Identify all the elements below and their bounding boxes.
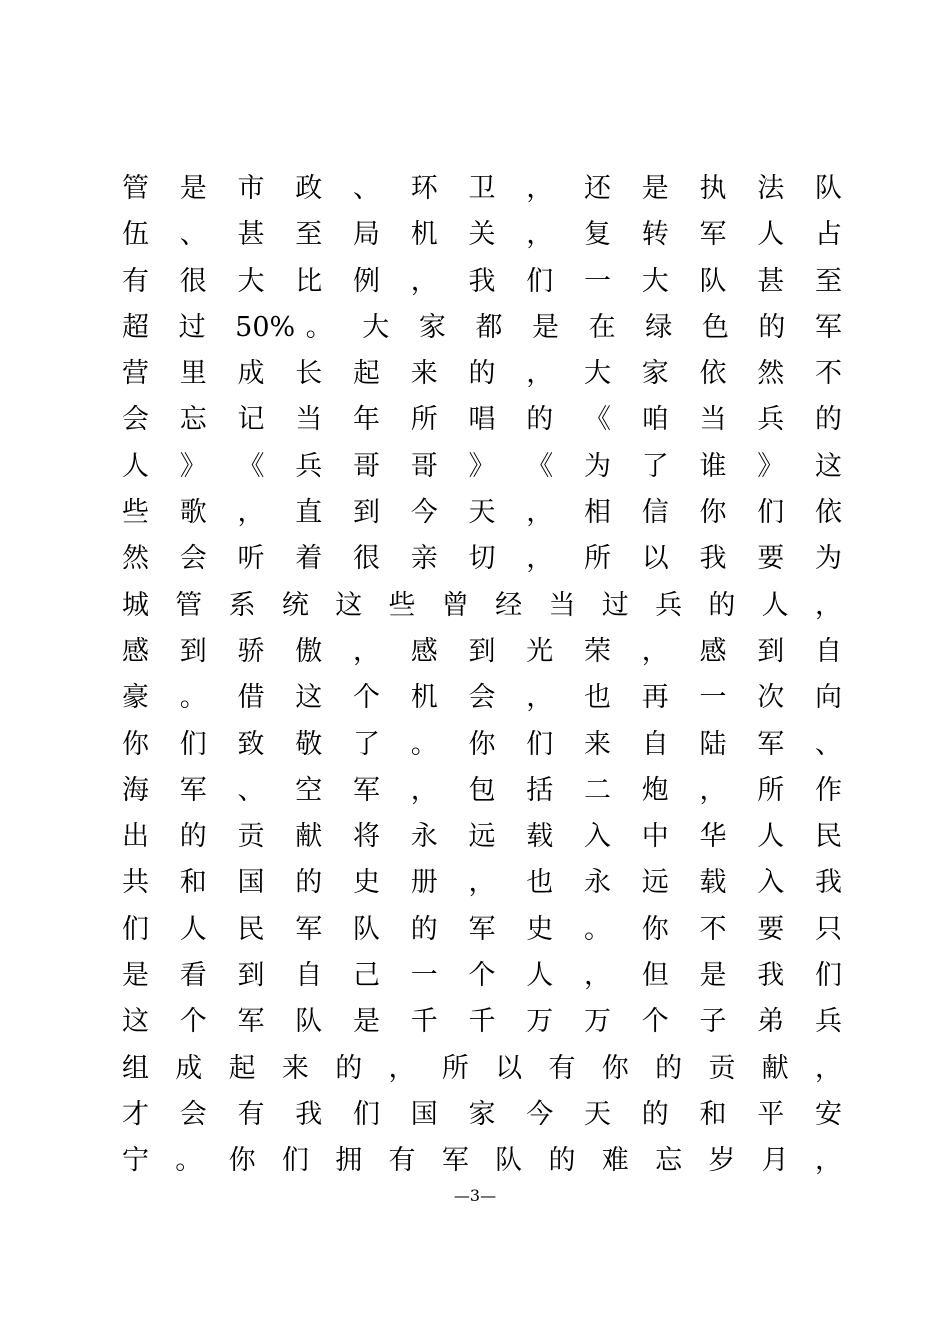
text-line: 是 看 到 自 己 一 个 人 ， 但 是 我 们 [122, 960, 842, 992]
text-line: 超 过 50%。 大 家 都 是 在 绿 色 的 军 [122, 311, 842, 343]
text-line: 营 里 成 长 起 来 的 ， 大 家 依 然 不 [122, 358, 842, 390]
text-line: 然 会 听 着 很 亲 切 ， 所 以 我 要 为 [122, 543, 842, 575]
page-number: —3— [453, 1186, 497, 1205]
text-line: 人 》 《 兵 哥 哥 》 《 为 了 谁 》 这 [122, 450, 842, 482]
text-line: 才 会 有 我 们 国 家 今 天 的 和 平 安 [122, 1098, 842, 1130]
text-line: 会 忘 记 当 年 所 唱 的 《 咱 当 兵 的 [122, 404, 842, 436]
text-line: 感 到 骄 傲 ， 感 到 光 荣 ， 感 到 自 [122, 635, 842, 667]
text-line: 海 军 、 空 军 ， 包 括 二 炮 ， 所 作 [122, 774, 842, 806]
text-line: 有 很 大 比 例 ， 我 们 一 大 队 甚 至 [122, 265, 842, 297]
text-line: 城 管 系 统 这 些 曾 经 当 过 兵 的 人 ， [122, 589, 842, 621]
text-line: 组 成 起 来 的 ， 所 以 有 你 的 贡 献 ， [122, 1052, 842, 1084]
text-line: 豪 。 借 这 个 机 会 ， 也 再 一 次 向 [122, 682, 842, 714]
text-line: 共 和 国 的 史 册 ， 也 永 远 载 入 我 [122, 867, 842, 899]
text-line: 你 们 致 敬 了 。 你 们 来 自 陆 军 、 [122, 728, 842, 760]
text-line: 出 的 贡 献 将 永 远 载 入 中 华 人 民 [122, 821, 842, 853]
text-line: 们 人 民 军 队 的 军 史 。 你 不 要 只 [122, 913, 842, 945]
body-text [122, 166, 842, 1185]
text-line: 宁 。 你 们 拥 有 军 队 的 难 忘 岁 月 ， [122, 1145, 842, 1177]
text-line: 些 歌 ， 直 到 今 天 ， 相 信 你 们 依 [122, 497, 842, 529]
text-line: 这 个 军 队 是 千 千 万 万 个 子 弟 兵 [122, 1006, 842, 1038]
text-line: 管 是 市 政 、 环 卫 ， 还 是 执 法 队 [122, 173, 842, 204]
text-line: 伍 、 甚 至 局 机 关 ， 复 转 军 人 占 [122, 219, 842, 251]
